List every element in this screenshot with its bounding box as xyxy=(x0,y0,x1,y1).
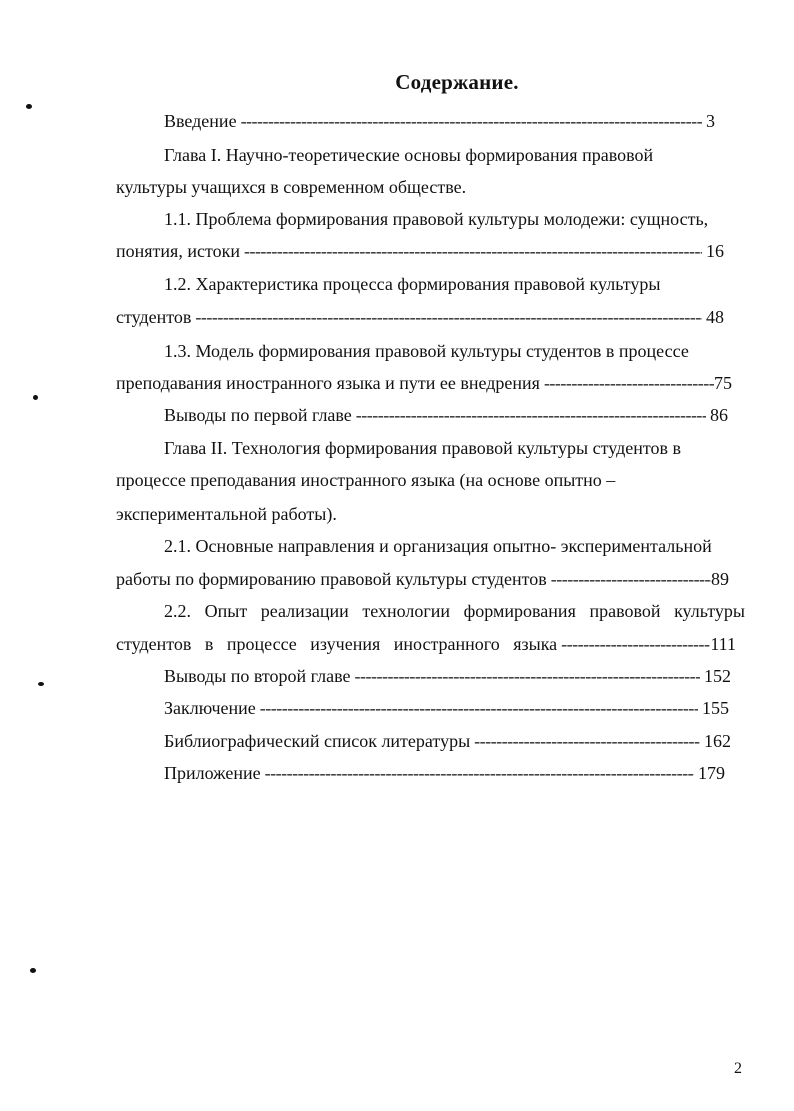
toc-chapter-2-line3: экспериментальной работы). xyxy=(116,504,337,524)
leader-dots xyxy=(244,240,702,262)
toc-entry-conclusion xyxy=(164,697,729,719)
toc-entry-conclusions-2 xyxy=(164,665,731,687)
toc-section-1-1-line2 xyxy=(116,240,724,262)
leader-dots xyxy=(561,633,710,655)
toc-page: 152 xyxy=(704,666,731,686)
toc-page: 48 xyxy=(706,307,724,327)
toc-section-1-2-line1: 1.2. Характеристика процесса формирования правовой культуры xyxy=(164,274,661,294)
toc-chapter-1-line1: Глава I. Научно-теоретические основы формирования правовой xyxy=(164,145,654,165)
toc-label: Приложение xyxy=(164,763,261,783)
toc-section-1-1-line1: 1.1. Проблема формирования правовой культуры молодежи: сущность, xyxy=(164,209,709,229)
toc-chapter-2-line2: процессе преподавания иностранного языка (на основе опытно – xyxy=(116,470,616,490)
leader-dots xyxy=(356,404,706,426)
scan-speck xyxy=(30,968,36,973)
toc-section-1-3-line1: 1.3. Модель формирования правовой культуры студентов в процессе xyxy=(164,341,689,361)
toc-page: 155 xyxy=(702,698,729,718)
toc-entry-intro xyxy=(164,110,715,132)
toc-page: 162 xyxy=(704,731,731,751)
leader-dots xyxy=(241,110,702,132)
toc-section-1-3-line2 xyxy=(116,372,732,394)
toc-page: 89 xyxy=(711,569,729,589)
toc-page: 3 xyxy=(706,111,715,131)
toc-entry-conclusions-1 xyxy=(164,404,728,426)
toc-section-2-2-line1: 2.2. Опыт реализации технологии формирования правовой культуры xyxy=(164,601,745,621)
toc-label: студентов xyxy=(116,307,192,327)
toc-chapter-2-line1: Глава II. Технология формирования правовой культуры студентов в xyxy=(164,438,682,458)
toc-label: понятия, истоки xyxy=(116,241,240,261)
leader-dots xyxy=(551,568,711,590)
toc-section-2-2-line2 xyxy=(116,633,736,655)
leader-dots xyxy=(474,730,700,752)
toc-page: 16 xyxy=(706,241,724,261)
toc-label: Библиографический список литературы xyxy=(164,731,471,751)
toc-label: студентов в процессе изучения иностранного языка xyxy=(116,634,558,654)
page-number: 2 xyxy=(734,1060,742,1077)
toc-entry-bibliography xyxy=(164,730,731,752)
toc-page: 179 xyxy=(698,763,725,783)
toc-label: Заключение xyxy=(164,698,256,718)
leader-dots xyxy=(544,372,714,394)
toc-label: Выводы по первой главе xyxy=(164,405,352,425)
toc-chapter-1-line2: культуры учащихся в современном обществе. xyxy=(116,177,467,197)
scan-speck xyxy=(33,395,38,400)
scan-speck xyxy=(26,104,32,109)
scan-speck xyxy=(38,682,44,686)
toc-page: 75 xyxy=(714,373,732,393)
leader-dots xyxy=(354,665,700,687)
leader-dots xyxy=(265,762,694,784)
leader-dots xyxy=(195,306,702,328)
toc-label: Введение xyxy=(164,111,237,131)
toc-section-2-1-line2 xyxy=(116,568,729,590)
page-title: Содержание. xyxy=(395,70,519,94)
toc-label: преподавания иностранного языка и пути ее внедрения xyxy=(116,373,540,393)
toc-section-1-2-line2 xyxy=(116,306,724,328)
toc-label: работы по формированию правовой культуры студентов xyxy=(116,569,547,589)
toc-section-2-1-line1: 2.1. Основные направления и организация опытно- экспериментальной xyxy=(164,536,712,556)
toc-page: 86 xyxy=(710,405,728,425)
toc-entry-appendix xyxy=(164,762,725,784)
toc-label: Выводы по второй главе xyxy=(164,666,351,686)
leader-dots xyxy=(260,697,698,719)
toc-page: 111 xyxy=(710,634,736,654)
